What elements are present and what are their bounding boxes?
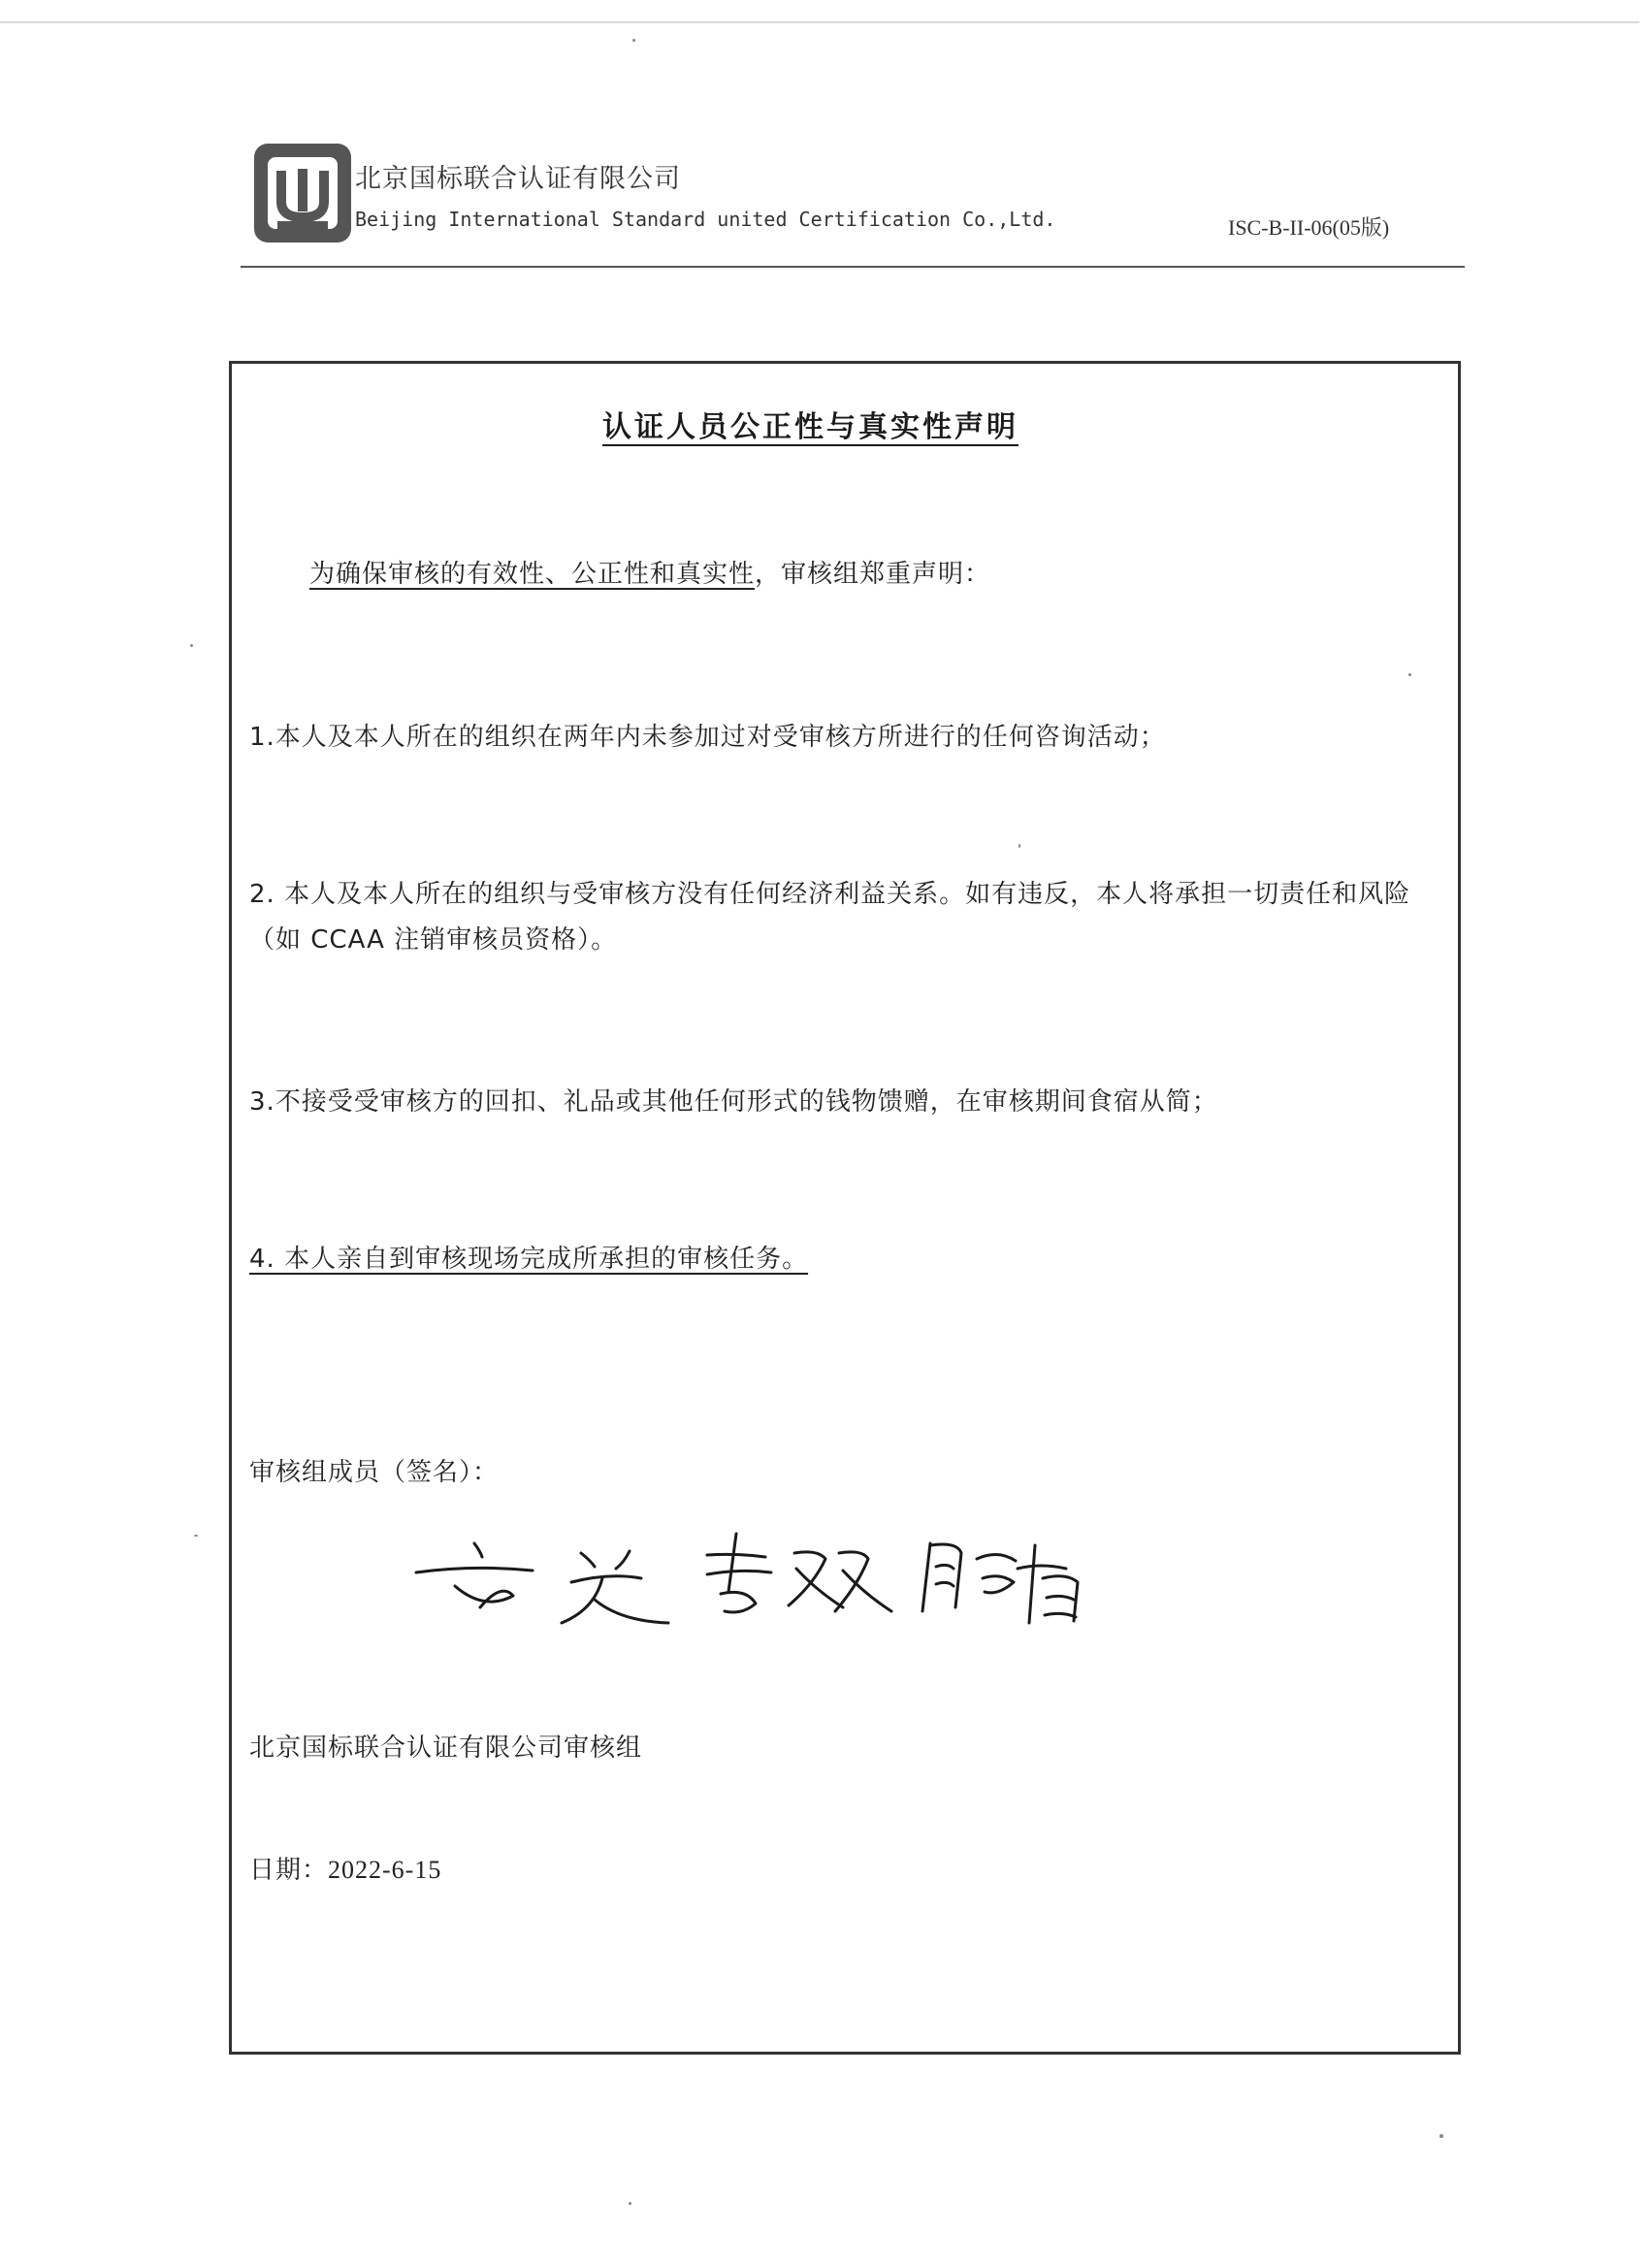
intro-rest-text: ，审核组郑重声明： <box>755 560 991 589</box>
scan-speck <box>629 2202 631 2205</box>
date-value: 2022-6-15 <box>328 1856 442 1884</box>
letterhead <box>241 136 1465 272</box>
company-name-cn: 北京国标联合认证有限公司 <box>355 164 681 194</box>
declaration-item-2: 2. 本人及本人所在的组织与受审核方没有任何经济利益关系。如有违反，本人将承担一切责任和风险（如 CCAA 注销审核员资格）。 <box>249 880 1411 955</box>
company-logo-icon <box>252 142 353 244</box>
signature-label: 审核组成员（签名）： <box>249 1458 500 1487</box>
date-line <box>249 1850 441 1886</box>
scan-speck <box>194 1535 198 1537</box>
declaration-item-3: 3.不接受受审核方的回扣、礼品或其他任何形式的钱物馈赠，在审核期间食宿从简； <box>249 1087 1218 1117</box>
intro-underlined-text: 为确保审核的有效性、公正性和真实性 <box>309 560 756 589</box>
declaration-frame <box>229 361 1461 2055</box>
scan-edge <box>0 21 1639 23</box>
declaration-item-1: 1.本人及本人所在的组织在两年内未参加过对受审核方所进行的任何咨询活动； <box>249 723 1166 752</box>
declaration-item-4: 4. 本人亲自到审核现场完成所承担的审核任务。 <box>249 1245 809 1274</box>
handwritten-signatures <box>387 1514 1124 1646</box>
company-name-en: Beijing International Standard united Certification Co.,Ltd. <box>355 208 1056 231</box>
scan-speck <box>190 644 193 647</box>
intro-paragraph <box>309 554 990 590</box>
declaration-title: 认证人员公正性与真实性声明 <box>602 410 1018 444</box>
scan-speck <box>1439 2134 1443 2138</box>
audit-team-name: 北京国标联合认证有限公司审核组 <box>249 1733 643 1763</box>
scan-speck <box>1408 673 1411 676</box>
header-divider <box>241 266 1465 268</box>
document-code: ISC-B-II-06(05版) <box>1228 215 1390 240</box>
scan-speck <box>632 39 635 42</box>
date-label: 日期： <box>249 1856 329 1885</box>
scan-speck <box>1018 844 1020 848</box>
